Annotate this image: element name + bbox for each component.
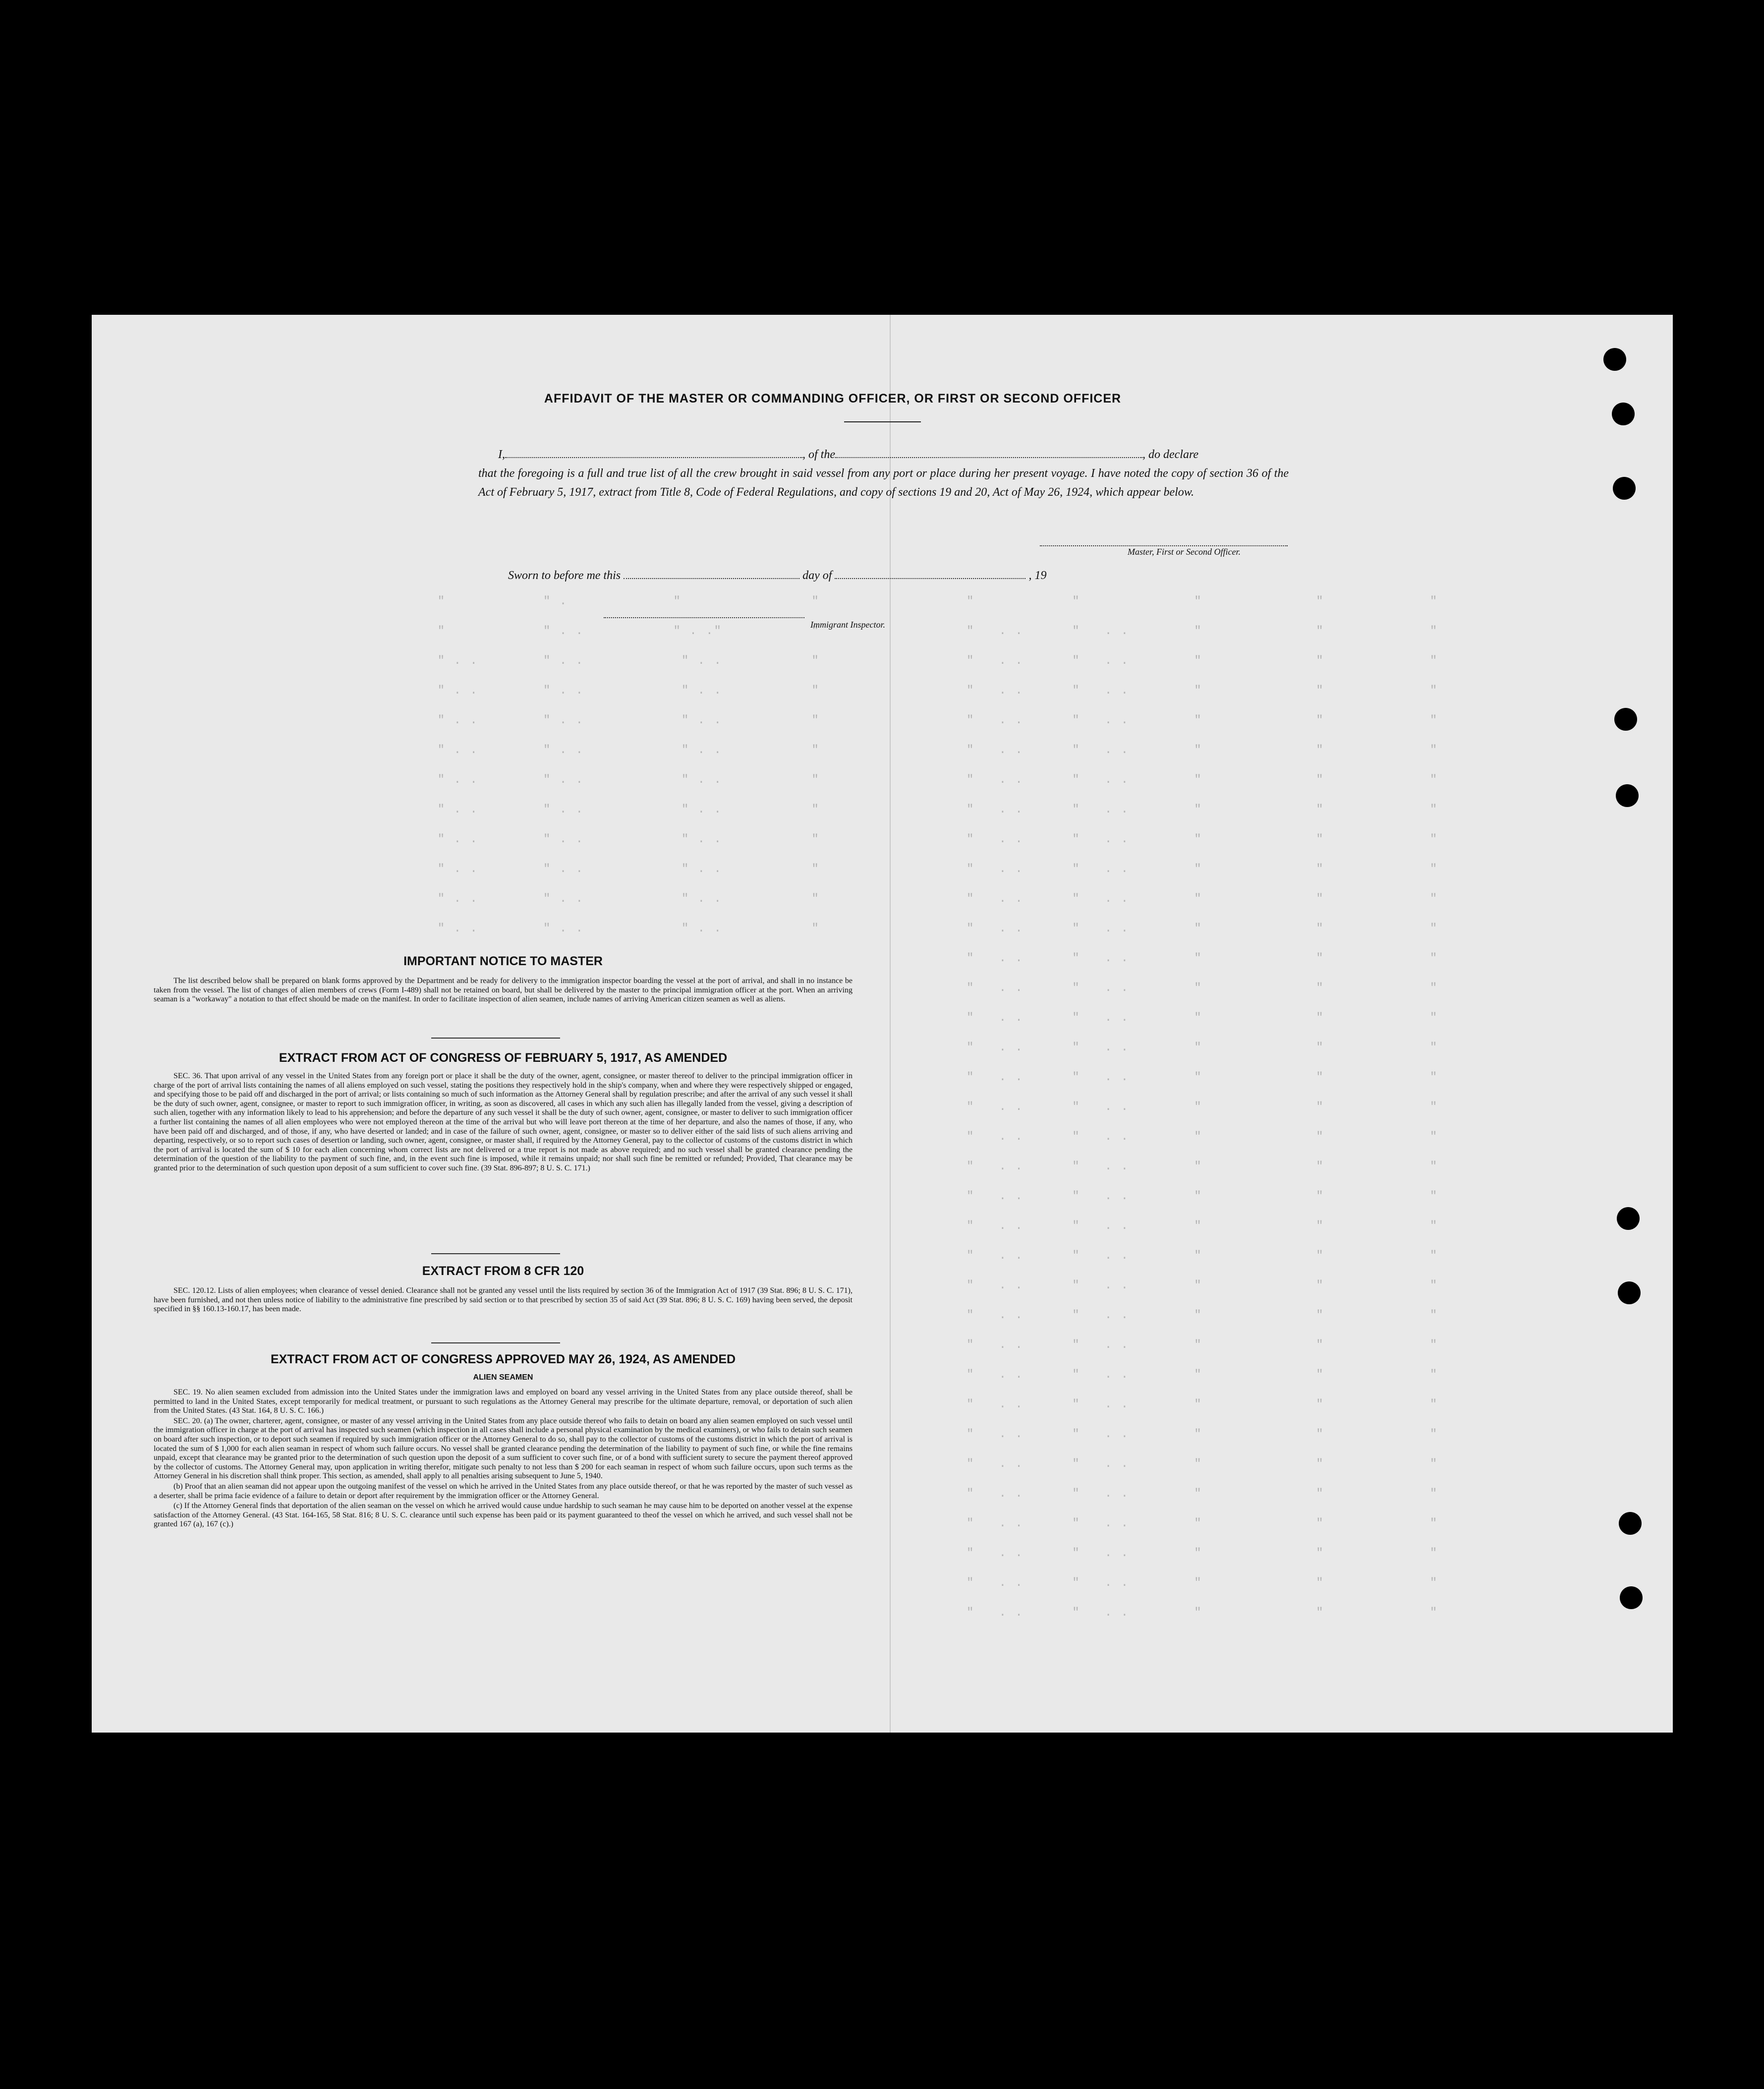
master-signature-line[interactable]	[1040, 545, 1288, 546]
notice-paragraph: The list described below shall be prepared on blank forms approved by the Department and be ready for delivery to the immigration inspector boarding the vessel at the port of arrival, and shall in no instance be taken from the vessel. The list of changes of alien members of crews (Form I-489) shall not be retained on board, but shall be delivered by the master to the principal immigration officer at the port. When an arriving seaman is a "workaway" a notation to that effect should be made on the manifest. In order to facilitate inspection of alien seamen, include names of arriving American citizen seamen as well as aliens.	[154, 977, 853, 1004]
day-of-label: day of	[802, 569, 832, 582]
affidavit-title: AFFIDAVIT OF THE MASTER OR COMMANDING OFFICER, OR FIRST OR SECOND OFFICER	[544, 392, 1122, 406]
punch-hole-5	[1616, 784, 1639, 807]
sworn-label: Sworn to before me this	[508, 569, 621, 582]
separator-1	[431, 1038, 560, 1039]
act-1917-title: EXTRACT FROM ACT OF CONGRESS OF FEBRUARY 5, 1917, AS AMENDED	[279, 1051, 728, 1065]
punch-hole-9	[1620, 1586, 1643, 1609]
title-rule	[844, 421, 921, 422]
affidavit-declaration	[478, 445, 1289, 502]
act-1924-sec-20c: (c) If the Attorney General finds that deportation of the alien seaman on the vessel on which he arrived would cause undue hardship to such seaman he may cause him to be deported on another vessel at the expense satisfaction of the Attorney General. (43 Stat. 164-165, 58 Stat. 816; 8 U. S. C. clearance until such expense has been paid or its payment guaranteed to theof the vessel on which he arrived, and such vessel shall not be granted 167 (a), 167 (c).)	[154, 1502, 853, 1529]
punch-hole-1	[1603, 348, 1626, 371]
sworn-day-field[interactable]	[624, 569, 799, 579]
act-1917-body	[154, 1072, 853, 1174]
cfr-120-paragraph: SEC. 120.12. Lists of alien employees; when clearance of vessel denied. Clearance shall not be granted any vessel until the lists required by section 36 of the Immigration Act of 1917 (39 Stat. 896; 8 U. S. C. 171), have been furnished, and not then unless notice of liability to the administrative fine prescribed by said section or to that prescribed by section 35 of said Act (39 Stat. 896; 8 U. S. C. 169) having been served, the deposit specified in §§ 160.13-160.17, has been made.	[154, 1286, 853, 1314]
act-1924-sec-20b: (b) Proof that an alien seaman did not appear upon the outgoing manifest of the vessel on which he arrived in the United States from any place outside thereof, or that he was reported by the master of such vessel as a deserter, shall be prima facie evidence of a failure to detain or deport after requirement by the immigration officer or the Attorney General.	[154, 1482, 853, 1500]
punch-hole-2	[1612, 403, 1635, 425]
fold-line	[890, 315, 891, 1733]
act-1924-body	[154, 1388, 853, 1530]
declaration-text: that the foregoing is a full and true list of all the crew brought in said vessel from any port or place during her present voyage. I have noted the copy of section 36 of the Act of February 5, 1917, extract from Title 8, Code of Federal Regulations, and copy of sections 19 and 20, Act of May 26, 1924, which appear below.	[478, 467, 1289, 499]
sworn-month-field[interactable]	[835, 569, 1025, 579]
year-label: , 19	[1028, 569, 1047, 582]
separator-3	[431, 1342, 560, 1343]
affidavit-first-line	[478, 445, 1289, 464]
act-1917-paragraph: SEC. 36. That upon arrival of any vessel in the United States from any foreign port or place it shall be the duty of the owner, agent, consignee, or master thereof to deliver to the principal immigration officer in charge of the port of arrival lists containing the names of all aliens employed on such vessel, stating the positions they respectively hold in the ship's company, when and where they were respectively shipped or engaged, and specifying those to be paid off and discharged in the port of arrival; or lists containing so much of such information as the Attorney General shall by regulation prescribe; and after the arrival of any such vessel it shall be the duty of such owner, agent, consignee, or master to report to such immigration officer, in writing, as soon as discovered, all cases in which any such alien has illegally landed from the vessel, giving a description of such alien, together with any information likely to lead to his apprehension; and before the departure of any such vessel it shall be the duty of such owner, agent, consignee, or master to deliver to such immigration officer a further list containing the names of all alien employees who were not employed thereon at the time of the arrival but who will leave port thereon at the time of her departure, and also the names of those, if any, who have been paid off and discharged, and of those, if any, who have deserted or landed; and in case of the failure of such owner, agent, consignee, or master so to deliver either of the said lists of such aliens arriving and departing, respectively, or so to report such cases of desertion or landing, such owner, agent, consignee, or master shall, if required by the Attorney General, pay to the collector of customs of the customs district in which the port of arrival is located the sum of $ 10 for each alien concerning whom correct lists are not delivered or a true report is not made as above required; and no such vessel shall be granted clearance pending the determination of the question of the liability to the payment of such fine, and, in the event such fine is imposed, while it remains unpaid; nor shall such fine be remitted or refunded; Provided, That clearance may be granted prior to the determination of such question upon deposit of a sum sufficient to cover such fine. (39 Stat. 896-897; 8 U. S. C. 171.)	[154, 1072, 853, 1172]
punch-hole-3	[1613, 477, 1636, 500]
master-caption: Master, First or Second Officer.	[1128, 547, 1241, 557]
punch-hole-8	[1619, 1512, 1642, 1535]
inspector-signature-line[interactable]	[604, 617, 804, 618]
vessel-name-field[interactable]	[835, 448, 1142, 458]
punch-hole-4	[1614, 708, 1637, 731]
punch-hole-6	[1617, 1207, 1640, 1230]
notice-body	[154, 977, 853, 1005]
cfr-120-title: EXTRACT FROM 8 CFR 120	[422, 1264, 584, 1278]
sworn-line	[508, 569, 1046, 582]
act-1924-sec-19: SEC. 19. No alien seamen excluded from admission into the United States under the immigration laws and employed on board any vessel arriving in the United States from any place outside thereof, shall be permitted to land in the United States, except temporarily for medical treatment, or pursuant to such regulations as the Attorney General may prescribe for the ultimate departure, removal, or deportation of such alien from the United States. (43 Stat. 164, 8 U. S. C. 166.)	[154, 1388, 853, 1415]
separator-2	[431, 1253, 560, 1254]
act-1924-sec-20a: SEC. 20. (a) The owner, charterer, agent, consignee, or master of any vessel arriving in the United States from any place outside thereof who fails to detain on board any alien seamen employed on such vessel until the immigration officer in charge at the port of arrival has inspected such seamen (which inspection in all cases shall include a personal physical examination by the medical examiners), or who fails to detain such seamen on board after such inspection, or to deport such seamen if required by such immigration officer or the Attorney General to do so, shall pay to the collector of customs of the customs district in which the port of arrival is located the sum of $ 1,000 for each alien seaman in respect of whom such failure occurs. No vessel shall be granted clearance pending the determination of the liability to payment of such fine, or while the fine remains unpaid, except that clearance may be granted prior to the determination of such question upon the deposit of a sum sufficient to cover such fine, or of a bond with sufficient surety to secure the payment thereof approved by the collector of customs. The Attorney General may, upon application in writing therefor, mitigate such penalty to not less than $ 200 for each seaman in respect of whom such failure occurs, upon such terms as the Attorney General in his discretion shall think proper. This section, as amended, shall apply to all penalties arising subsequent to June 5, 1940.	[154, 1416, 853, 1481]
of-the-label: , of the	[802, 448, 835, 461]
act-1924-title: EXTRACT FROM ACT OF CONGRESS APPROVED MAY 26, 1924, AS AMENDED	[270, 1352, 736, 1366]
inspector-caption: Immigrant Inspector.	[810, 620, 885, 630]
do-declare-label: , do declare	[1142, 448, 1199, 461]
i-label: I,	[498, 448, 505, 461]
alien-seamen-subtitle: ALIEN SEAMEN	[473, 1373, 533, 1382]
cfr-120-body	[154, 1286, 853, 1315]
notice-title: IMPORTANT NOTICE TO MASTER	[403, 954, 603, 968]
master-name-field[interactable]	[505, 448, 802, 458]
punch-hole-7	[1618, 1281, 1641, 1304]
